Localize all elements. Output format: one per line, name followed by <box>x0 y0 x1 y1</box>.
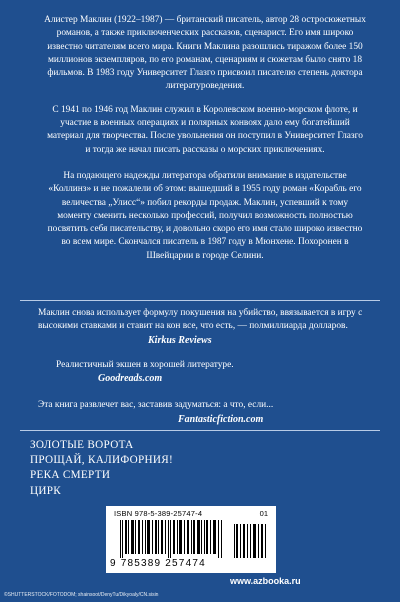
publisher-website: www.azbooka.ru <box>230 576 301 586</box>
bio-paragraph-1: Алистер Маклин (1922–1987) — британский писатель, автор 28 остросюжетных романов, а также приключенческих рассказов, сценарист. Его имя широко известно читателям всего мира. Книги Маклина разошлись тиражом более 150 миллионов экземпляров, по его романам, сценариям и сюжетам было снято 18 фильмов. В 1983 году Университет Глазго присвоил писателю степень доктора литературоведения. <box>44 15 366 92</box>
reviews <box>38 307 368 426</box>
review-1 <box>38 307 368 347</box>
title-item: РЕКА СМЕРТИ <box>30 469 111 482</box>
review-text: Реалистичный экшен в хорошей литературе. <box>56 359 234 370</box>
title-item: ПРОЩАЙ, КАЛИФОРНИЯ! <box>30 454 174 467</box>
image-credits: ©SHUTTERSTOCK/FOTODOM; shainsoot/DenyTu/Dikyoaly/CN.sisin <box>4 592 159 598</box>
barcode-addon-bars <box>234 520 268 558</box>
review-source: Goodreads.com <box>98 373 163 385</box>
bio-paragraph-3: На подающего надежды литератора обратили внимание в издательстве «Коллинз» и не пожалели об этом: вышедший в 1955 году роман «Корабль его величества „Улисс“» побил рекорды продаж. Маклин, успевший к тому моменту сменить несколько профессий, получил возможность полностью посвятить себя писательству, и довольно скоро его имя стало широко известно во всем мире. Скончался писатель в 1987 году в Мюнхене. Похоронен в Швейцарии в городе Селини. <box>47 170 363 261</box>
barcode-bars <box>120 520 224 558</box>
review-source: Kirkus Reviews <box>148 334 212 346</box>
bio-paragraph-2: С 1941 по 1946 год Маклин служил в Королевском военно-морском флоте, и участие в военных операциях и полярных конвоях дало ему богатейший материал для творчества. После увольнения он поступил в Университет Глазго и тогда же начал писать рассказы о морских приключениях. <box>47 104 363 155</box>
barcode <box>106 506 276 573</box>
review-3 <box>38 399 368 426</box>
review-text: Эта книга развлечет вас, заставив задуматься: а что, если... <box>38 400 274 411</box>
divider-top <box>20 300 380 301</box>
review-source: Fantasticfiction.com <box>178 413 264 425</box>
title-item: ЦИРК <box>30 484 62 497</box>
barcode-digits: 9 785389 257474 <box>110 558 206 569</box>
title-item: ЗОЛОТЫЕ ВОРОТА <box>30 439 134 451</box>
barcode-addon: 01 <box>259 509 268 518</box>
other-titles-list <box>30 438 270 499</box>
isbn-text: ISBN 978-5-389-25747-4 <box>114 509 203 518</box>
divider-bottom <box>20 430 380 431</box>
review-2 <box>38 359 368 386</box>
review-text: Маклин снова использует формулу покушения на убийство, ввязывается в игру с высокими ставками и ставит на кон все, что есть, — полмиллиарда долларов. <box>38 308 363 332</box>
author-bio <box>44 14 366 263</box>
